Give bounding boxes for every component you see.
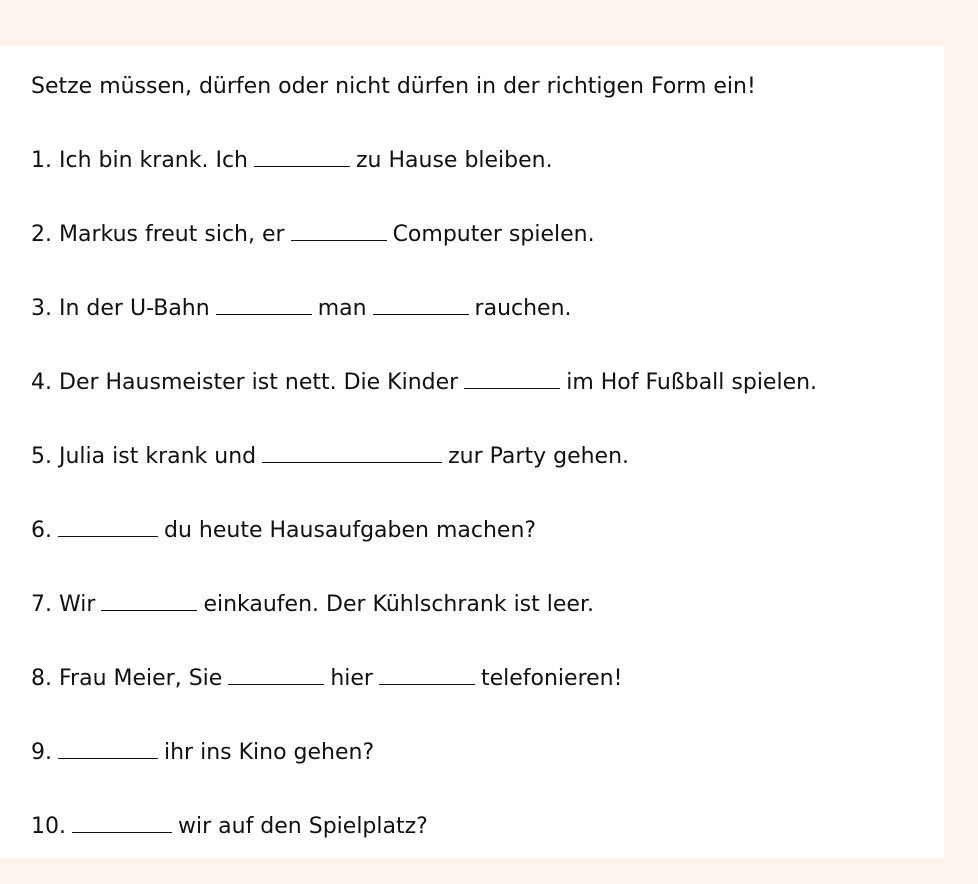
item-text-after: du heute Hausaufgaben machen? <box>164 518 537 543</box>
item-number: 7. <box>31 592 52 617</box>
exercise-1 <box>31 148 553 172</box>
item-text-before: Julia ist krank und <box>59 444 257 469</box>
answer-blank[interactable] <box>72 814 172 833</box>
item-number: 6. <box>31 518 52 543</box>
item-number: 5. <box>31 444 52 469</box>
worksheet <box>0 46 944 858</box>
exercise-8 <box>31 666 622 690</box>
item-text-after: ihr ins Kino gehen? <box>164 740 375 765</box>
item-number: 8. <box>31 666 52 691</box>
answer-blank-1[interactable] <box>228 666 324 685</box>
item-text-middle: hier <box>330 666 373 691</box>
item-text-after: einkaufen. Der Kühlschrank ist leer. <box>203 592 594 617</box>
answer-blank-1[interactable] <box>216 296 312 315</box>
answer-blank[interactable] <box>262 444 442 463</box>
item-text-before: Der Hausmeister ist nett. Die Kinder <box>59 370 459 395</box>
exercise-6 <box>31 518 536 542</box>
item-text-before: Frau Meier, Sie <box>59 666 223 691</box>
item-text-before: Ich bin krank. Ich <box>59 148 248 173</box>
item-number: 9. <box>31 740 52 765</box>
answer-blank-2[interactable] <box>379 666 475 685</box>
exercise-9 <box>31 740 374 764</box>
item-text-after: Computer spielen. <box>392 222 595 247</box>
item-number: 3. <box>31 296 52 321</box>
item-number: 1. <box>31 148 52 173</box>
item-text-after: telefonieren! <box>480 666 623 691</box>
exercise-7 <box>31 592 594 616</box>
item-text-after: zu Hause bleiben. <box>356 148 553 173</box>
answer-blank[interactable] <box>254 148 350 167</box>
item-text-middle: man <box>317 296 367 321</box>
item-text-after: zur Party gehen. <box>448 444 630 469</box>
answer-blank[interactable] <box>464 370 560 389</box>
item-text-before: Wir <box>59 592 96 617</box>
answer-blank[interactable] <box>291 222 387 241</box>
item-text-before: Markus freut sich, er <box>59 222 285 247</box>
item-text-after: wir auf den Spielplatz? <box>178 814 428 839</box>
item-text-after: rauchen. <box>474 296 572 321</box>
answer-blank[interactable] <box>101 592 197 611</box>
item-text-before: In der U-Bahn <box>59 296 210 321</box>
item-number: 2. <box>31 222 52 247</box>
exercise-2 <box>31 222 595 246</box>
exercise-4 <box>31 370 817 394</box>
answer-blank[interactable] <box>58 518 158 537</box>
item-number: 4. <box>31 370 52 395</box>
exercise-3 <box>31 296 572 320</box>
instruction-text: Setze müssen, dürfen oder nicht dürfen in der richtigen Form ein! <box>31 74 756 99</box>
instruction-heading <box>31 76 756 98</box>
item-text-after: im Hof Fußball spielen. <box>566 370 818 395</box>
answer-blank[interactable] <box>58 740 158 759</box>
exercise-5 <box>31 444 629 468</box>
answer-blank-2[interactable] <box>373 296 469 315</box>
item-number: 10. <box>31 814 66 839</box>
exercise-10 <box>31 814 428 838</box>
